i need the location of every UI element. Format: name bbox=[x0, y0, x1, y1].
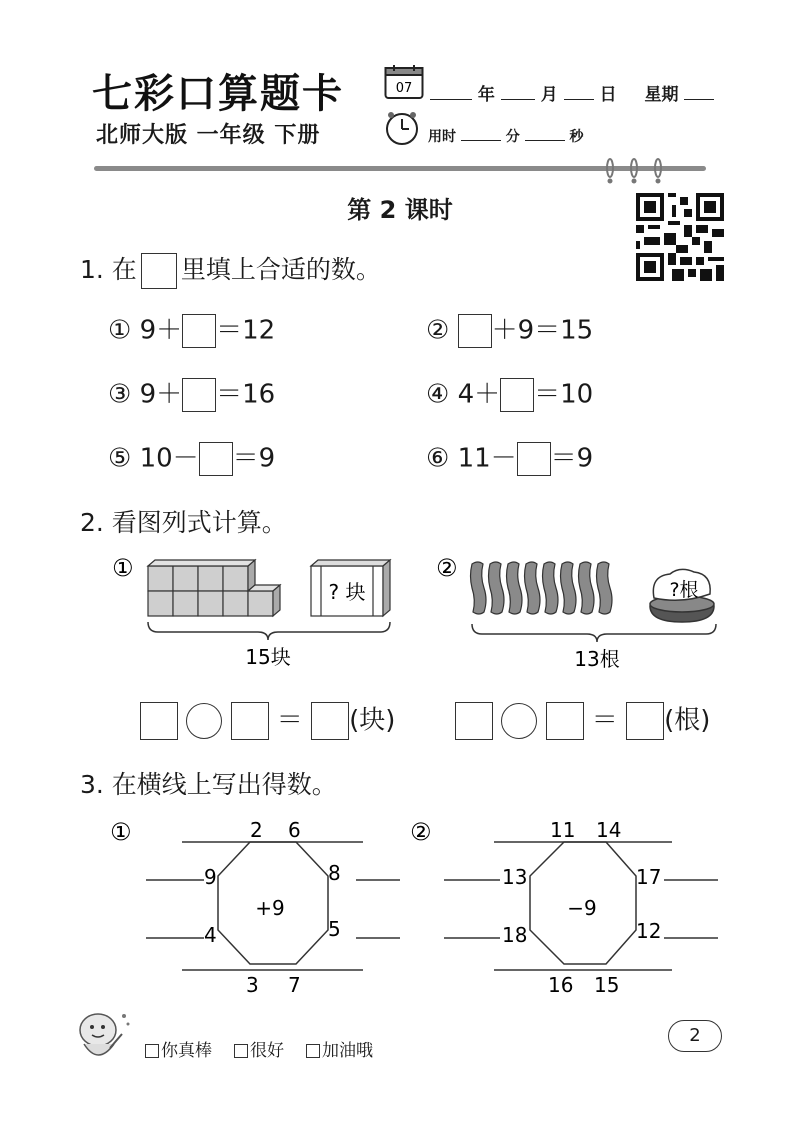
q3-title: 3. 在横线上写出得数。 bbox=[80, 770, 337, 799]
q3-oct1-num: ① bbox=[110, 818, 132, 846]
q3-oct1-operator: +9 bbox=[255, 896, 285, 920]
operator-circle[interactable] bbox=[501, 703, 537, 739]
q1-item-6: ⑥ 11－ ＝9 bbox=[426, 443, 594, 474]
q1-item-4: ④ 4＋ ＝10 bbox=[426, 379, 594, 410]
answer-box[interactable] bbox=[311, 702, 349, 740]
q1-item-2: ② ＋9＝15 bbox=[426, 315, 594, 346]
page-number: 2 bbox=[689, 1025, 701, 1046]
q1-item-3: ③ 9＋ ＝16 bbox=[108, 379, 276, 410]
q3-oct2-operator: −9 bbox=[567, 896, 597, 920]
calendar-day: 07 bbox=[395, 81, 413, 96]
calendar-icon bbox=[384, 64, 424, 100]
answer-box[interactable] bbox=[182, 314, 216, 348]
time-field: 用时 分 秒 bbox=[428, 129, 584, 145]
unknown-sticks-label: ?根 bbox=[669, 579, 699, 601]
year-blank[interactable] bbox=[430, 85, 472, 100]
answer-box[interactable] bbox=[626, 702, 664, 740]
date-field: 年 月 日 星期 bbox=[430, 80, 714, 105]
q2-part1-num: ① bbox=[112, 554, 134, 582]
svg-text:11: 11 bbox=[550, 818, 576, 842]
answer-box[interactable] bbox=[458, 314, 492, 348]
answer-box[interactable] bbox=[455, 702, 493, 740]
second-blank[interactable] bbox=[525, 130, 565, 141]
qr-code[interactable] bbox=[636, 193, 724, 281]
svg-text:17: 17 bbox=[636, 865, 662, 889]
svg-text:16: 16 bbox=[548, 973, 574, 997]
mascot-icon bbox=[70, 1004, 136, 1070]
month-blank[interactable] bbox=[501, 85, 535, 100]
answer-box[interactable] bbox=[140, 702, 178, 740]
sample-box bbox=[141, 253, 177, 289]
header-divider bbox=[94, 156, 706, 186]
q2-title: 2. 看图列式计算。 bbox=[80, 508, 287, 537]
q3-oct2-num: ② bbox=[410, 818, 432, 846]
checkbox[interactable] bbox=[234, 1044, 248, 1058]
total-sticks-label: 13根 bbox=[574, 647, 620, 671]
svg-text:12: 12 bbox=[636, 919, 662, 943]
q2-part2-num: ② bbox=[436, 554, 458, 582]
checkbox[interactable] bbox=[306, 1044, 320, 1058]
svg-text:3: 3 bbox=[246, 973, 259, 997]
lesson-title: 第 2 课时 bbox=[347, 196, 453, 224]
svg-text:15: 15 bbox=[594, 973, 620, 997]
answer-box[interactable] bbox=[500, 378, 534, 412]
q1-item-1: ① 9＋ ＝12 bbox=[108, 315, 276, 346]
brand-title: 七彩口算题卡 bbox=[92, 70, 344, 117]
svg-text:14: 14 bbox=[596, 818, 622, 842]
q2-part1-figure bbox=[108, 552, 408, 677]
rating-option-2[interactable]: 很好 bbox=[234, 1036, 284, 1061]
day-blank[interactable] bbox=[564, 85, 594, 100]
clock-icon bbox=[384, 110, 420, 146]
q2-part2-equation: ＝ (根) bbox=[455, 700, 710, 741]
total-blocks-label: 15块 bbox=[245, 645, 291, 669]
answer-box[interactable] bbox=[182, 378, 216, 412]
unknown-blocks-label: ? 块 bbox=[328, 580, 366, 604]
checkbox[interactable] bbox=[145, 1044, 159, 1058]
q3-octagon-2 bbox=[410, 812, 730, 1002]
edition-label: 北师大版 一年级 下册 bbox=[96, 123, 321, 148]
answer-box[interactable] bbox=[546, 702, 584, 740]
page-number-badge bbox=[668, 1020, 722, 1052]
operator-circle[interactable] bbox=[186, 703, 222, 739]
answer-box[interactable] bbox=[231, 702, 269, 740]
svg-text:2: 2 bbox=[250, 818, 263, 842]
svg-text:18: 18 bbox=[502, 923, 528, 947]
minute-blank[interactable] bbox=[461, 130, 501, 141]
svg-text:9: 9 bbox=[204, 865, 217, 889]
q3-octagon-1 bbox=[108, 812, 408, 1002]
weekday-blank[interactable] bbox=[684, 85, 714, 100]
svg-text:6: 6 bbox=[288, 818, 301, 842]
svg-text:7: 7 bbox=[288, 973, 301, 997]
svg-text:5: 5 bbox=[328, 917, 341, 941]
rating-option-1[interactable]: 你真棒 bbox=[145, 1036, 212, 1061]
q2-part2-figure bbox=[432, 552, 732, 677]
svg-text:13: 13 bbox=[502, 865, 528, 889]
q1-title: 1. 在 里填上合适的数。 bbox=[80, 250, 381, 289]
answer-box[interactable] bbox=[199, 442, 233, 476]
answer-box[interactable] bbox=[517, 442, 551, 476]
q2-part1-equation: ＝ (块) bbox=[140, 700, 395, 741]
svg-text:4: 4 bbox=[204, 923, 217, 947]
svg-text:8: 8 bbox=[328, 861, 341, 885]
q1-item-5: ⑤ 10－ ＝9 bbox=[108, 443, 276, 474]
rating-option-3[interactable]: 加油哦 bbox=[306, 1036, 373, 1061]
